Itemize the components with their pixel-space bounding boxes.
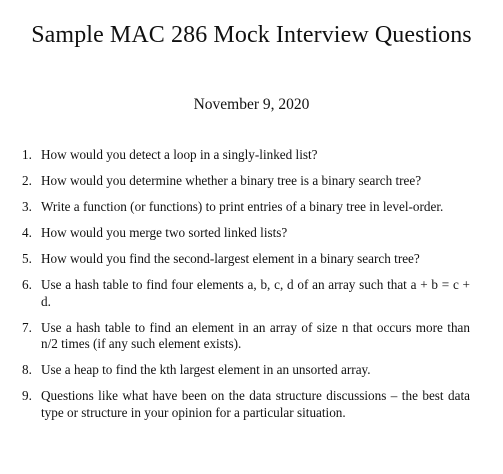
document-date: November 9, 2020	[193, 96, 310, 113]
question-item	[22, 388, 470, 421]
question-item	[22, 362, 470, 379]
question-item	[22, 199, 470, 216]
question-number: 9.	[22, 388, 32, 403]
question-list	[22, 147, 470, 431]
question-text: Use a hash table to find four elements a, b, c, d of an array such that a + b = c + d.	[41, 277, 470, 309]
question-item	[22, 147, 470, 164]
question-number: 2.	[22, 173, 32, 188]
question-text: Write a function (or functions) to print entries of a binary tree in level-order.	[41, 199, 444, 214]
question-number: 6.	[22, 277, 32, 292]
question-text: Use a hash table to find an element in an array of size n that occurs more than n/2 times (if any such element exists).	[41, 319, 470, 351]
question-number: 3.	[22, 199, 32, 214]
question-item	[22, 320, 470, 353]
question-item	[22, 251, 470, 268]
question-number: 5.	[22, 251, 32, 266]
question-number: 8.	[22, 362, 32, 377]
question-text: How would you detect a loop in a singly-linked list?	[41, 147, 318, 162]
question-text: How would you find the second-largest element in a binary search tree?	[41, 251, 420, 266]
question-text: How would you determine whether a binary tree is a binary search tree?	[41, 173, 422, 188]
question-item	[22, 173, 470, 190]
question-number: 4.	[22, 225, 32, 240]
document-title: Sample MAC 286 Mock Interview Questions	[31, 22, 472, 48]
question-text: Questions like what have been on the data structure discussions – the best data type or structure in your opinion for a particular situation.	[41, 388, 470, 420]
question-item	[22, 277, 470, 310]
question-text: Use a heap to find the kth largest element in an unsorted array.	[41, 362, 371, 377]
question-number: 7.	[22, 319, 32, 335]
question-item	[22, 225, 470, 242]
question-number: 1.	[22, 147, 32, 162]
question-text: How would you merge two sorted linked lists?	[41, 225, 288, 240]
